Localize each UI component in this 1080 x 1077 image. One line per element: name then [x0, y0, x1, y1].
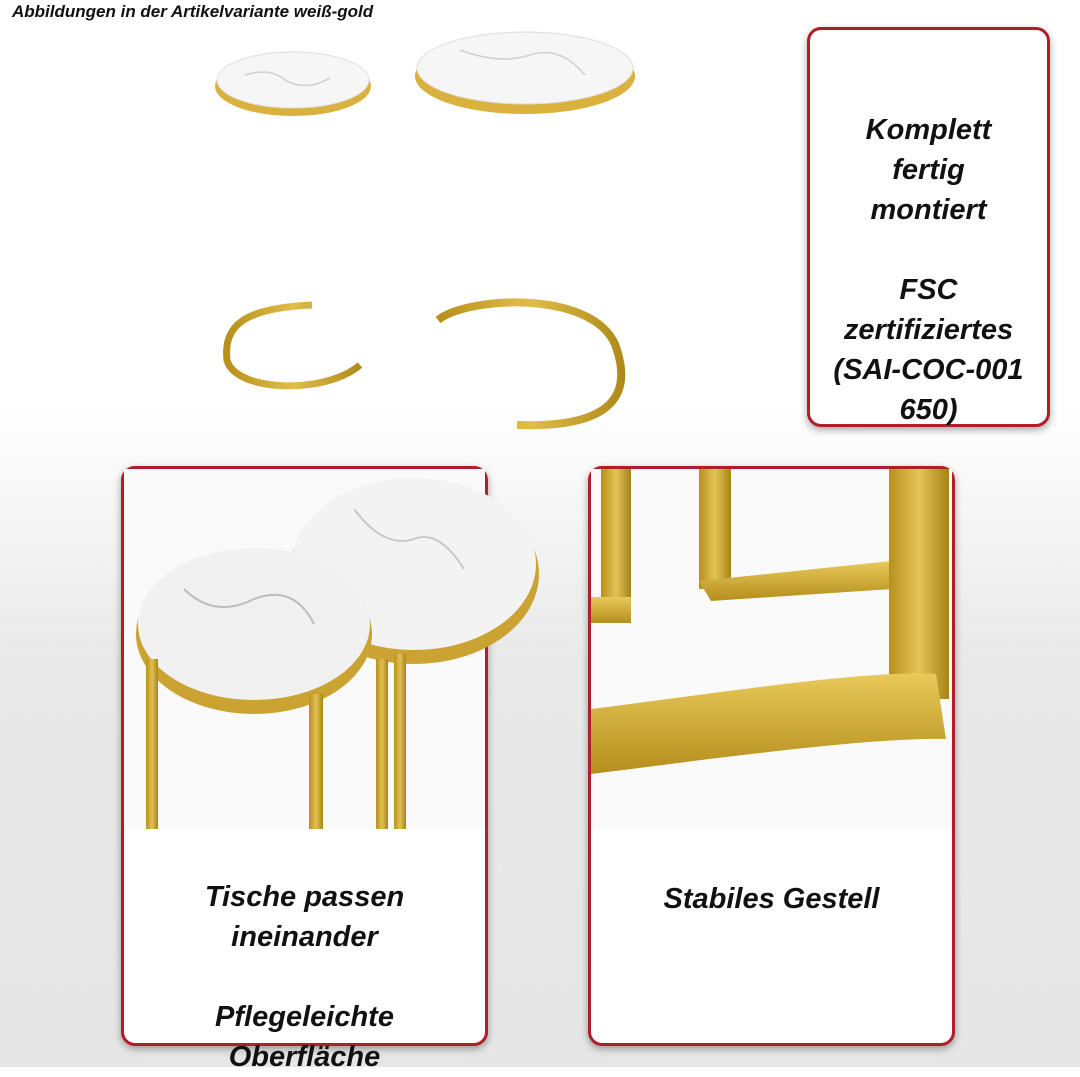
feature-care: Pflegeleichte Oberfläche — [215, 1001, 394, 1073]
large-table — [438, 90, 621, 425]
feature-text-assembly-certification — [810, 70, 1047, 430]
feature-card-assembly — [807, 27, 1050, 427]
feature-card-nesting — [121, 466, 488, 1073]
small-table — [227, 100, 360, 386]
feature-text-nesting-care — [124, 837, 485, 1077]
feature-text-frame — [591, 839, 952, 919]
feature-frame: Stabiles Gestell — [663, 883, 880, 915]
detail-photo-nesting-tops — [124, 469, 485, 829]
feature-certification: FSC zertifiziertes (SAI-COC-001 650) — [833, 274, 1024, 426]
product-image-nesting-tables — [205, 20, 655, 450]
feature-nesting: Tische passen ineinander — [204, 881, 405, 953]
variant-caption: Abbildungen in der Artikelvariante weiß-gold — [12, 2, 374, 21]
feature-assembly: Komplett fertig montiert — [865, 114, 992, 226]
detail-photo-gold-frame — [591, 469, 952, 829]
feature-card-frame — [588, 466, 955, 1046]
